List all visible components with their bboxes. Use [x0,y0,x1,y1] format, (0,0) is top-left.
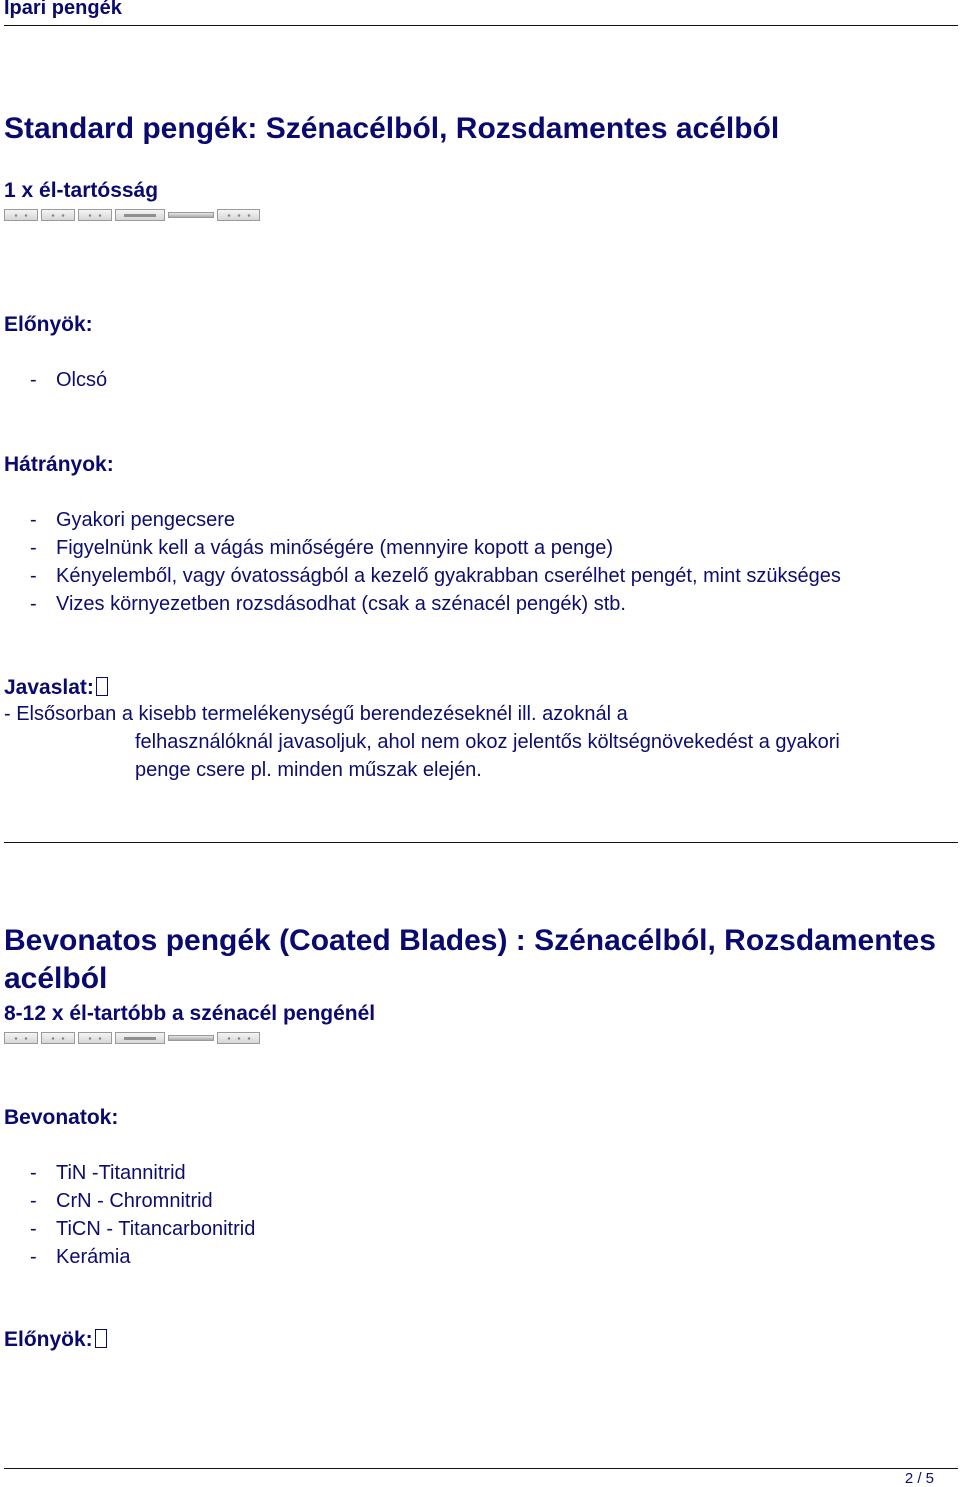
missing-glyph-icon [95,1329,107,1348]
blade-image [168,1035,214,1041]
blade-image [217,1032,260,1044]
disadvantages-heading: Hátrányok: [4,453,114,476]
blade-images-strip-1 [4,209,260,223]
list-item: - Kerámia [30,1246,131,1268]
footer-divider [4,1468,958,1469]
blade-image [168,212,214,218]
section2-advantages-heading: Előnyök: [4,1328,107,1352]
suggestion-line-3: penge csere pl. minden műszak elején. [135,759,482,781]
blade-image [78,209,112,221]
section2-subtitle: 8-12 x él-tartóbb a szénacél pengénél [4,1002,376,1025]
section1-subtitle: 1 x él-tartósság [4,179,159,202]
blade-image [4,209,38,221]
advantages-list [0,366,107,394]
blade-image [217,209,260,221]
page-number: 2 / 5 [904,1470,934,1487]
section1-title: Standard pengék: Szénacélból, Rozsdamentes acélból [4,112,780,145]
advantages-heading: Előnyök: [4,313,93,336]
blade-image [115,209,165,221]
blade-image [41,209,75,221]
list-item: - Figyelnünk kell a vágás minőségére (mennyire kopott a penge) [30,537,613,559]
missing-glyph-icon [96,677,108,696]
coatings-list [0,1159,255,1271]
list-item: - CrN - Chromnitrid [30,1190,213,1212]
section-divider [4,842,958,843]
blade-image [115,1032,165,1044]
header-divider [4,25,958,26]
document-header-title: Ipari pengék [4,0,122,19]
blade-images-strip-2 [4,1032,260,1046]
list-item: - TiCN - Titancarbonitrid [30,1218,256,1240]
blade-image [41,1032,75,1044]
list-item: - Gyakori pengecsere [30,509,235,531]
list-item: - Vizes környezetben rozsdásodhat (csak a szénacél pengék) stb. [30,593,626,615]
suggestion-line-2: felhasználóknál javasoljuk, ahol nem okoz jelentős költségnövekedést a gyakori [135,731,840,753]
section2-title-line-1: Bevonatos pengék (Coated Blades) : Szénacélból, Rozsdamentes [4,924,936,957]
disadvantages-list [0,506,841,618]
coatings-heading: Bevonatok: [4,1106,119,1129]
list-item: - TiN -Titannitrid [30,1162,186,1184]
suggestion-line-1: - Elsősorban a kisebb termelékenységű berendezéseknél ill. azoknál a [4,703,628,725]
section2-title-line-2: acélból [4,962,108,995]
blade-image [4,1032,38,1044]
blade-image [78,1032,112,1044]
list-item: - Kényelemből, vagy óvatosságból a kezelő gyakrabban cserélhet pengét, mint szükséges [30,565,841,587]
list-item: - Olcsó [30,369,108,391]
suggestion-heading: Javaslat: [4,676,108,700]
